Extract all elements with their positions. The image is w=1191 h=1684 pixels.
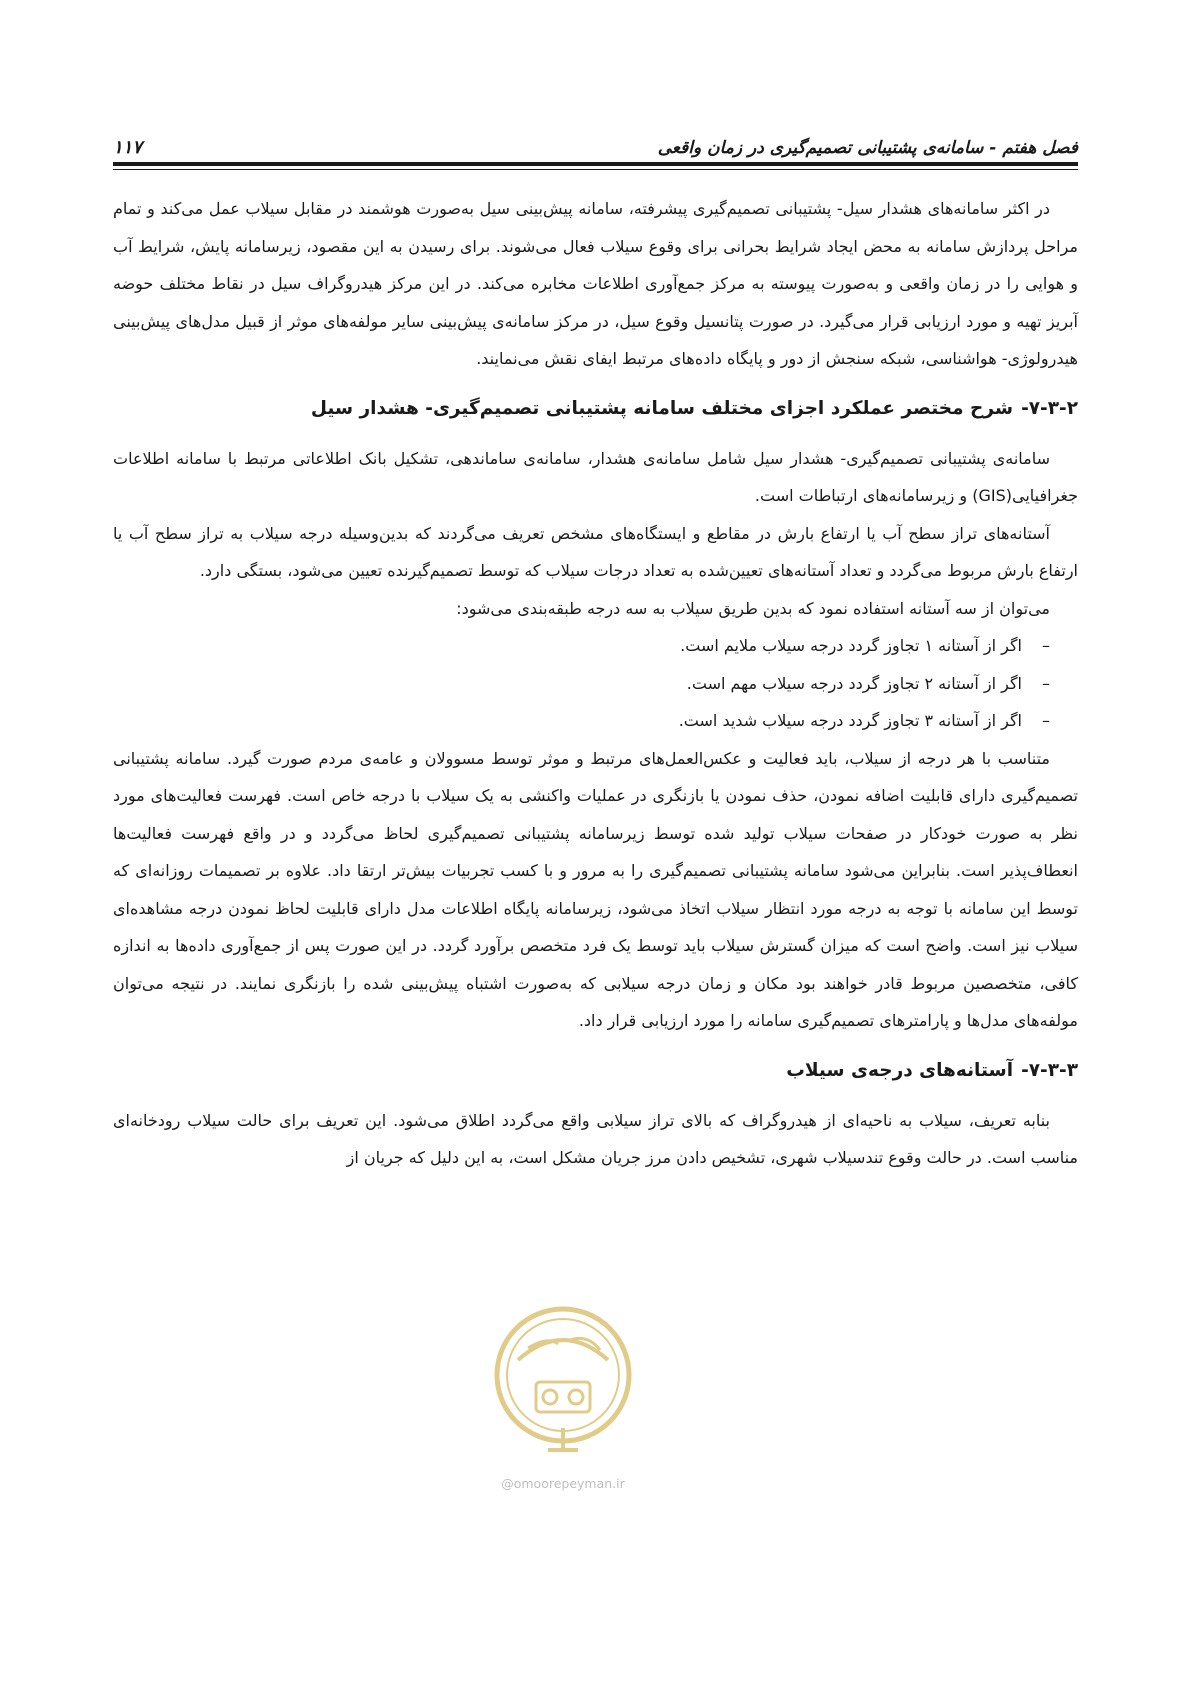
paragraph-intro: در اکثر سامانه‌های هشدار سیل- پشتیبانی تصمیم‌گیری پیشرفته، سامانه پیش‌بینی سیل به‌صورت هوشمند در مقابل سیلاب عمل می‌کند و تمام مراحل پردازش سامانه به محض ایجاد شرایط بحرانی برای وقوع سیلاب فعال می‌شوند. برای رسیدن به این مقصود، زیرسامانه پایش، شرایط آب و هوایی را در زمان واقعی و به‌صورت پیوسته به مرکز جمع‌آوری اطلاعات مخابره می‌کند. در این مرکز هیدروگراف سیل در نقاط مختلف حوضه آبریز تهیه و مورد ارزیابی قرار می‌گیرد. در صورت پتانسیل وقوع سیل، در مرکز سامانه‌ی پیش‌بینی سایر مولفه‌های موثر از قبیل مدل‌های پیش‌بینی هیدرولوژی- هواشناسی، شبکه سنجش از دور و پایگاه داده‌های مرتبط ایفای نقش می‌نمایند. bbox=[113, 199, 1078, 368]
dash-marker: – bbox=[1042, 673, 1050, 693]
list-item: –اگر از آستانه ۲ تجاوز گردد درجه سیلاب مهم است. bbox=[113, 665, 1050, 703]
paragraph-three-thresholds: می‌توان از سه آستانه استفاده نمود که بدین طریق سیلاب به سه درجه طبقه‌بندی می‌شود: bbox=[456, 598, 1050, 618]
section-heading-components bbox=[113, 390, 1078, 428]
seal-logo-icon bbox=[488, 1300, 638, 1470]
paragraph-components: سامانه‌ی پشتیبانی تصمیم‌گیری- هشدار سیل شامل سامانه‌ی هشدار، سامانه‌ی ساماندهی، تشکیل بانک اطلاعاتی مرتبط با سامانه اطلاعات جغرافیایی(GIS) و زیرسامانه‌های ارتباطات است. bbox=[113, 448, 1078, 505]
page-number: ۱۱۷ bbox=[113, 137, 143, 158]
watermark-url: @omoorepeyman.ir bbox=[501, 1476, 625, 1491]
section-title: آستانه‌های درجه‌ی سیلاب bbox=[786, 1059, 1014, 1081]
section-heading-flood-degree bbox=[113, 1052, 1078, 1090]
section-title: شرح مختصر عملکرد اجزای مختلف سامانه پشتیبانی تصمیم‌گیری- هشدار سیل bbox=[310, 397, 1014, 419]
dash-marker: – bbox=[1042, 636, 1050, 655]
section-number: ۷-۳-۲- bbox=[1021, 397, 1078, 419]
header-rule-thin bbox=[113, 169, 1078, 170]
paragraph-actions: متناسب با هر درجه از سیلاب، باید فعالیت و عکس‌العمل‌های مرتبط و موثر توسط مسوولان و عامه‌ی مردم صورت گیرد. سامانه پشتیبانی تصمیم‌گیری دارای قابلیت اضافه نمودن، حذف نمودن یا بازنگری در عملیات واکنشی به یک سیلاب با درجه خاص است. فهرست فعالیت‌های مورد نظر به صورت خودکار در صفحات سیلاب تولید شده توسط زیرسامانه پشتیبانی تصمیم‌گیری لحاظ می‌گردد و در واقع فهرست فعالیت‌ها انعطاف‌پذیر است. بنابراین می‌شود سامانه پشتیبانی تصمیم‌گیری را به مرور و با کسب تجربیات بیش‌تر ارتقا داد. علاوه بر تصمیمات روزانه‌ای که توسط این سامانه با توجه به درجه مورد انتظار سیلاب اتخاذ می‌شود، زیرسامانه پایگاه اطلاعات مدل دارای قابلیت لحاظ نمودن درجه مشاهده‌ای سیلاب نیز است. واضح است که میزان گسترش سیلاب باید توسط یک فرد متخصص برآورد گردد. در این صورت پس از جمع‌آوری داده‌ها به اندازه کافی، متخصصین مربوط قادر خواهند بود مکان و زمان درجه سیلابی که به‌صورت اشتباه پیش‌بینی شده را بازنگری نمایند. در نتیجه می‌توان مولفه‌های مدل‌ها و پارامترهای تصمیم‌گیری سامانه را مورد ارزیابی قرار داد. bbox=[113, 748, 1078, 1030]
dash-marker: – bbox=[1042, 711, 1050, 730]
running-header bbox=[113, 128, 1078, 158]
section-number: ۷-۳-۳- bbox=[1021, 1059, 1078, 1081]
chapter-title: فصل هفتم - سامانه‌ی پشتیبانی تصمیم‌گیری در زمان واقعی bbox=[657, 138, 1078, 158]
header-rule-thick bbox=[113, 162, 1078, 166]
list-item: –اگر از آستانه ۳ تجاوز گردد درجه سیلاب شدید است. bbox=[113, 702, 1050, 740]
watermark bbox=[488, 1300, 638, 1520]
body-text bbox=[113, 190, 1078, 1177]
threshold-list bbox=[113, 627, 1078, 740]
paragraph-thresholds: آستانه‌های تراز سطح آب یا ارتفاع بارش در مقاطع و ایستگاه‌های مشخص تعریف می‌گردند که بدین‌وسیله درجه سیلاب به تراز سطح آب یا ارتفاع بارش مربوط می‌گردد و تعداد آستانه‌های تعیین‌شده به تعداد درجات سیلاب که توسط تصمیم‌گیرنده تعیین می‌شود، بستگی دارد. bbox=[113, 523, 1078, 580]
paragraph-definition: بنابه تعریف، سیلاب به ناحیه‌ای از هیدروگراف که بالای تراز سیلابی واقع می‌گردد اطلاق می‌شود. این تعریف برای حالت سیلاب رودخانه‌ای مناسب است. در حالت وقوع تندسیلاب شهری، تشخیص دادن مرز جریان مشکل است، به این دلیل که جریان از bbox=[113, 1110, 1078, 1167]
list-item: –اگر از آستانه ۱ تجاوز گردد درجه سیلاب ملایم است. bbox=[113, 627, 1050, 665]
